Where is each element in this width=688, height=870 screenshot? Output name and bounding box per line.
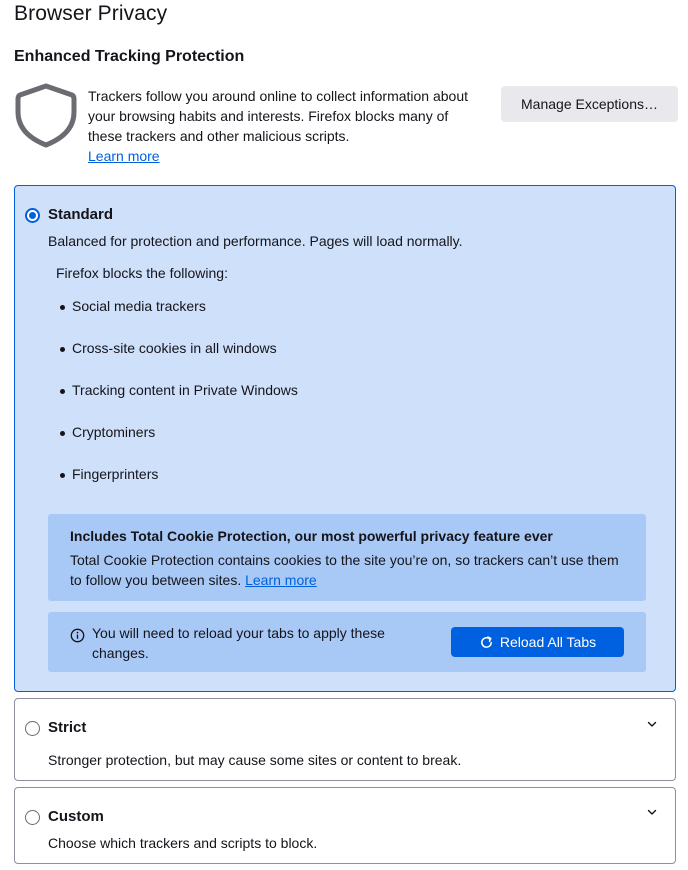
- strict-radio[interactable]: [25, 721, 40, 736]
- tcp-body: [70, 550, 630, 590]
- blocks-heading: Firefox blocks the following:: [56, 265, 228, 281]
- etp-description: [88, 86, 478, 166]
- strict-label[interactable]: Strict: [48, 719, 87, 736]
- chevron-down-icon[interactable]: [647, 719, 657, 729]
- reload-all-tabs-label: Reload All Tabs: [499, 634, 597, 650]
- page-title: Browser Privacy: [14, 2, 168, 25]
- blocked-item-cryptominers: Cryptominers: [72, 424, 156, 440]
- standard-label[interactable]: Standard: [48, 206, 114, 223]
- custom-radio[interactable]: [25, 810, 40, 825]
- chevron-down-icon[interactable]: [647, 807, 657, 817]
- info-icon: [70, 628, 85, 643]
- blocked-item-fingerprinters: Fingerprinters: [72, 466, 159, 482]
- bullet-icon: [60, 431, 65, 436]
- total-cookie-protection-callout: [48, 514, 646, 601]
- manage-exceptions-button[interactable]: Manage Exceptions…: [501, 86, 678, 122]
- blocked-item-cross-site-cookies: Cross-site cookies in all windows: [72, 340, 277, 356]
- reload-tabs-notice: [48, 612, 646, 672]
- standard-description: Balanced for protection and performance. Pages will load normally.: [48, 233, 463, 249]
- bullet-icon: [60, 389, 65, 394]
- etp-section-title: Enhanced Tracking Protection: [14, 48, 245, 65]
- standard-option-card[interactable]: [14, 185, 676, 692]
- blocked-item-social-trackers: Social media trackers: [72, 298, 206, 314]
- custom-label[interactable]: Custom: [48, 808, 104, 825]
- etp-learn-more-link[interactable]: Learn more: [88, 148, 160, 164]
- bullet-icon: [60, 473, 65, 478]
- custom-option-card[interactable]: [14, 787, 676, 864]
- tcp-body-text: Total Cookie Protection contains cookies to the site you’re on, so trackers can’t use them to follow you between sites.: [70, 552, 619, 588]
- strict-description: Stronger protection, but may cause some sites or content to break.: [48, 752, 462, 768]
- etp-description-text: Trackers follow you around online to collect information about your browsing habits and interests. Firefox blocks many of these trackers and other malicious scripts.: [88, 88, 469, 144]
- custom-description: Choose which trackers and scripts to block.: [48, 835, 318, 851]
- strict-option-card[interactable]: [14, 698, 676, 781]
- tcp-title: Includes Total Cookie Protection, our most powerful privacy feature ever: [70, 528, 553, 544]
- shield-icon: [14, 82, 78, 148]
- reload-icon: [479, 635, 494, 650]
- standard-radio[interactable]: [25, 208, 40, 223]
- tcp-learn-more-link[interactable]: Learn more: [245, 572, 317, 588]
- reload-all-tabs-button[interactable]: [451, 627, 624, 657]
- blocked-item-tracking-content: Tracking content in Private Windows: [72, 382, 298, 398]
- bullet-icon: [60, 305, 65, 310]
- reload-message: You will need to reload your tabs to apply these changes.: [92, 625, 385, 661]
- bullet-icon: [60, 347, 65, 352]
